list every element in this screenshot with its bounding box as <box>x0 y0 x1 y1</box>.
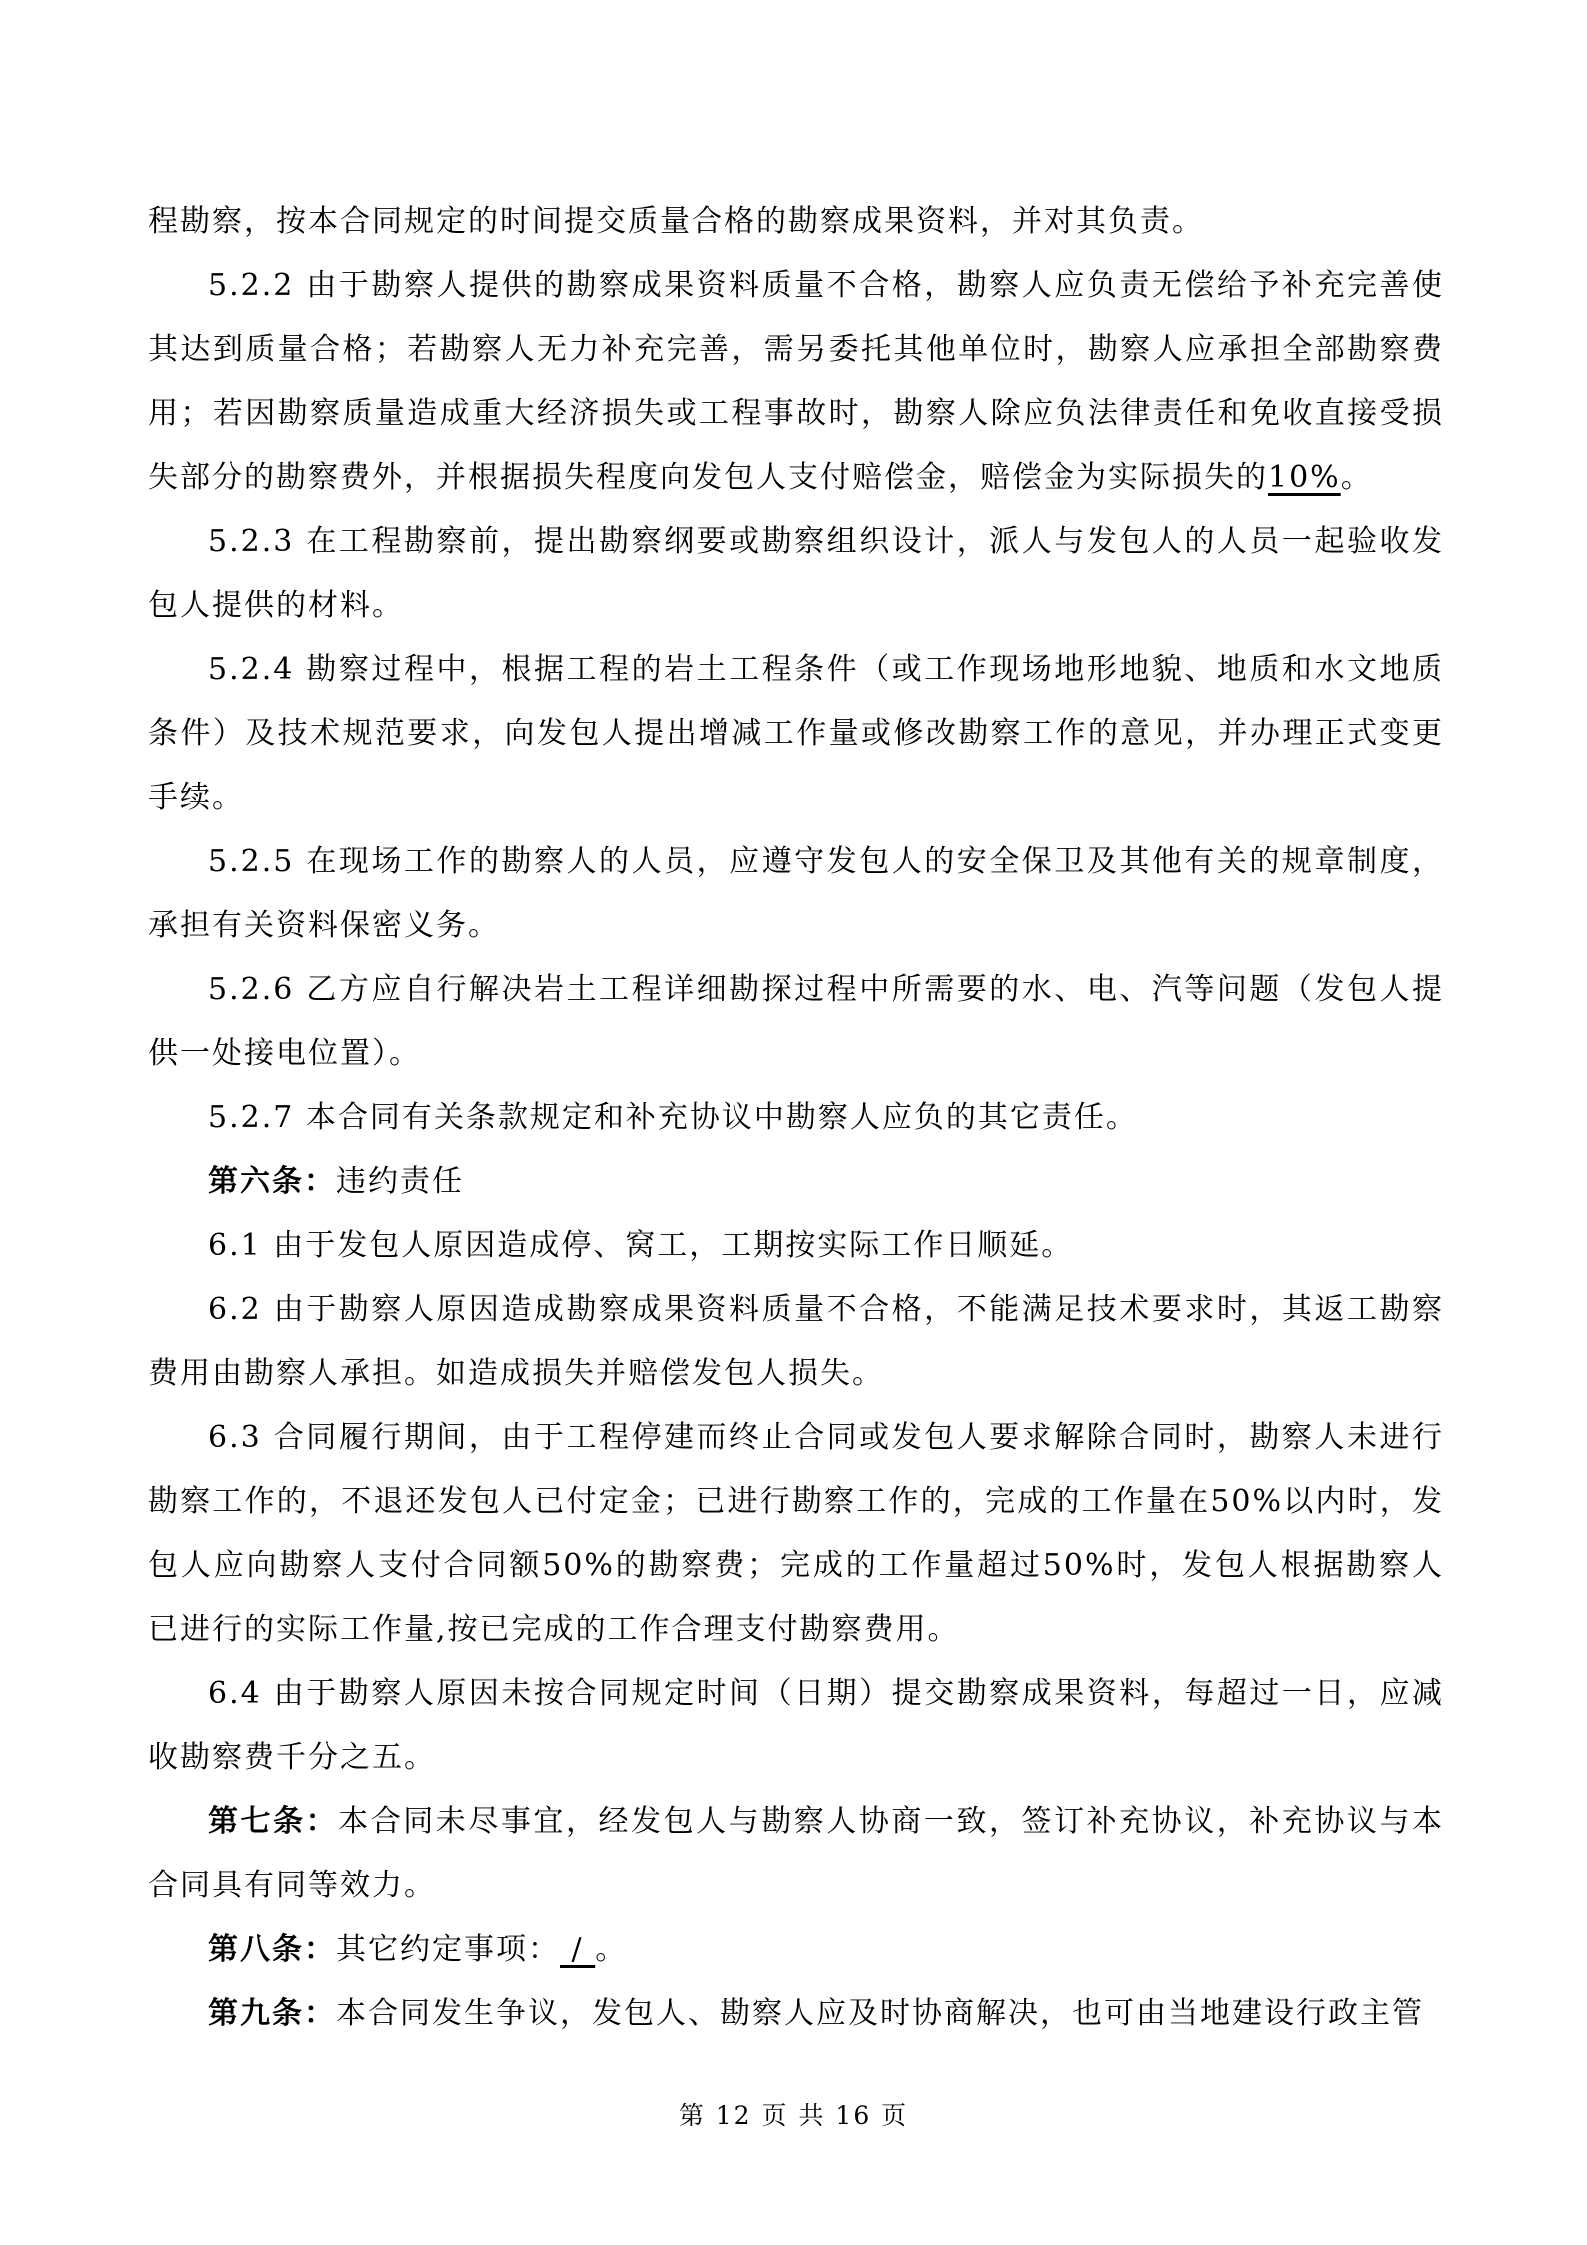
article-label: 第六条： <box>208 1164 336 1199</box>
article-7 <box>148 1790 1444 1918</box>
article-title: 违约责任 <box>336 1164 464 1199</box>
clause-6-1 <box>148 1214 1444 1278</box>
clause-5-2-7 <box>148 1086 1444 1150</box>
clause-5-2-4 <box>148 638 1444 830</box>
paragraph-text: 6.4 由于勘察人原因未按合同规定时间（日期）提交勘察成果资料，每超过一日，应减收勘察费千分之五。 <box>148 1676 1444 1775</box>
clause-6-4 <box>148 1662 1444 1790</box>
clause-5-2-3 <box>148 510 1444 638</box>
clause-5-2-6 <box>148 958 1444 1086</box>
paragraph-text: 程勘察，按本合同规定的时间提交质量合格的勘察成果资料，并对其负责。 <box>148 204 1204 239</box>
paragraph-text: 本合同发生争议，发包人、勘察人应及时协商解决，也可由当地建设行政主管 <box>336 1996 1424 2031</box>
article-8 <box>148 1918 1444 1982</box>
other-matters-blank: / <box>560 1932 596 1967</box>
paragraph-text: 5.2.4 勘察过程中，根据工程的岩土工程条件（或工作现场地形地貌、地质和水文地质条件）及技术规范要求，向发包人提出增减工作量或修改勘察工作的意见，并办理正式变更手续。 <box>148 652 1444 815</box>
punctuation: 。 <box>1340 460 1373 495</box>
clause-5-2-2 <box>148 254 1444 510</box>
paragraph-text: 6.3 合同履行期间，由于工程停建而终止合同或发包人要求解除合同时，勘察人未进行勘察工作的，不退还发包人已付定金；已进行勘察工作的，完成的工作量在50%以内时，发包人应向勘察人支付合同额50%的勘察费；完成的工作量超过50%时，发包人根据勘察人已进行的实际工作量,按已完成的工作合理支付勘察费用。 <box>148 1420 1444 1647</box>
paragraph-continuation <box>148 190 1444 254</box>
clause-6-2 <box>148 1278 1444 1406</box>
paragraph-text: 本合同未尽事宜，经发包人与勘察人协商一致，签订补充协议，补充协议与本合同具有同等效力。 <box>148 1804 1445 1903</box>
article-label: 第八条： <box>208 1932 336 1967</box>
document-body <box>148 190 1444 2046</box>
page-number-footer: 第 12 页 共 16 页 <box>678 2101 909 2130</box>
article-label: 第九条： <box>208 1996 336 2031</box>
paragraph-text: 5.2.3 在工程勘察前，提出勘察纲要或勘察组织设计，派人与发包人的人员一起验收发包人提供的材料。 <box>148 524 1444 623</box>
paragraph-text: 5.2.2 由于勘察人提供的勘察成果资料质量不合格，勘察人应负责无偿给予补充完善使其达到质量合格；若勘察人无力补充完善，需另委托其他单位时，勘察人应承担全部勘察费用；若因勘察质量造成重大经济损失或工程事故时，勘察人除应负法律责任和免收直接受损失部分的勘察费外，并根据损失程度向发包人支付赔偿金，赔偿金为实际损失的 <box>148 268 1444 495</box>
paragraph-text: 6.1 由于发包人原因造成停、窝工，工期按实际工作日顺延。 <box>208 1228 1074 1263</box>
clause-5-2-5 <box>148 830 1444 958</box>
clause-6-3 <box>148 1406 1444 1662</box>
paragraph-text: 5.2.5 在现场工作的勘察人的人员，应遵守发包人的安全保卫及其他有关的规章制度，承担有关资料保密义务。 <box>148 844 1444 943</box>
punctuation: 。 <box>595 1932 628 1967</box>
paragraph-text: 5.2.7 本合同有关条款规定和补充协议中勘察人应负的其它责任。 <box>208 1100 1138 1135</box>
paragraph-text: 6.2 由于勘察人原因造成勘察成果资料质量不合格，不能满足技术要求时，其返工勘察费用由勘察人承担。如造成损失并赔偿发包人损失。 <box>148 1292 1444 1391</box>
article-6-heading <box>148 1150 1444 1214</box>
article-label: 第七条： <box>208 1804 339 1839</box>
article-9 <box>148 1982 1444 2046</box>
paragraph-text: 5.2.6 乙方应自行解决岩土工程详细勘探过程中所需要的水、电、汽等问题（发包人提供一处接电位置）。 <box>148 972 1444 1071</box>
compensation-rate-blank: 10% <box>1268 460 1341 495</box>
paragraph-text: 其它约定事项： <box>336 1932 560 1967</box>
